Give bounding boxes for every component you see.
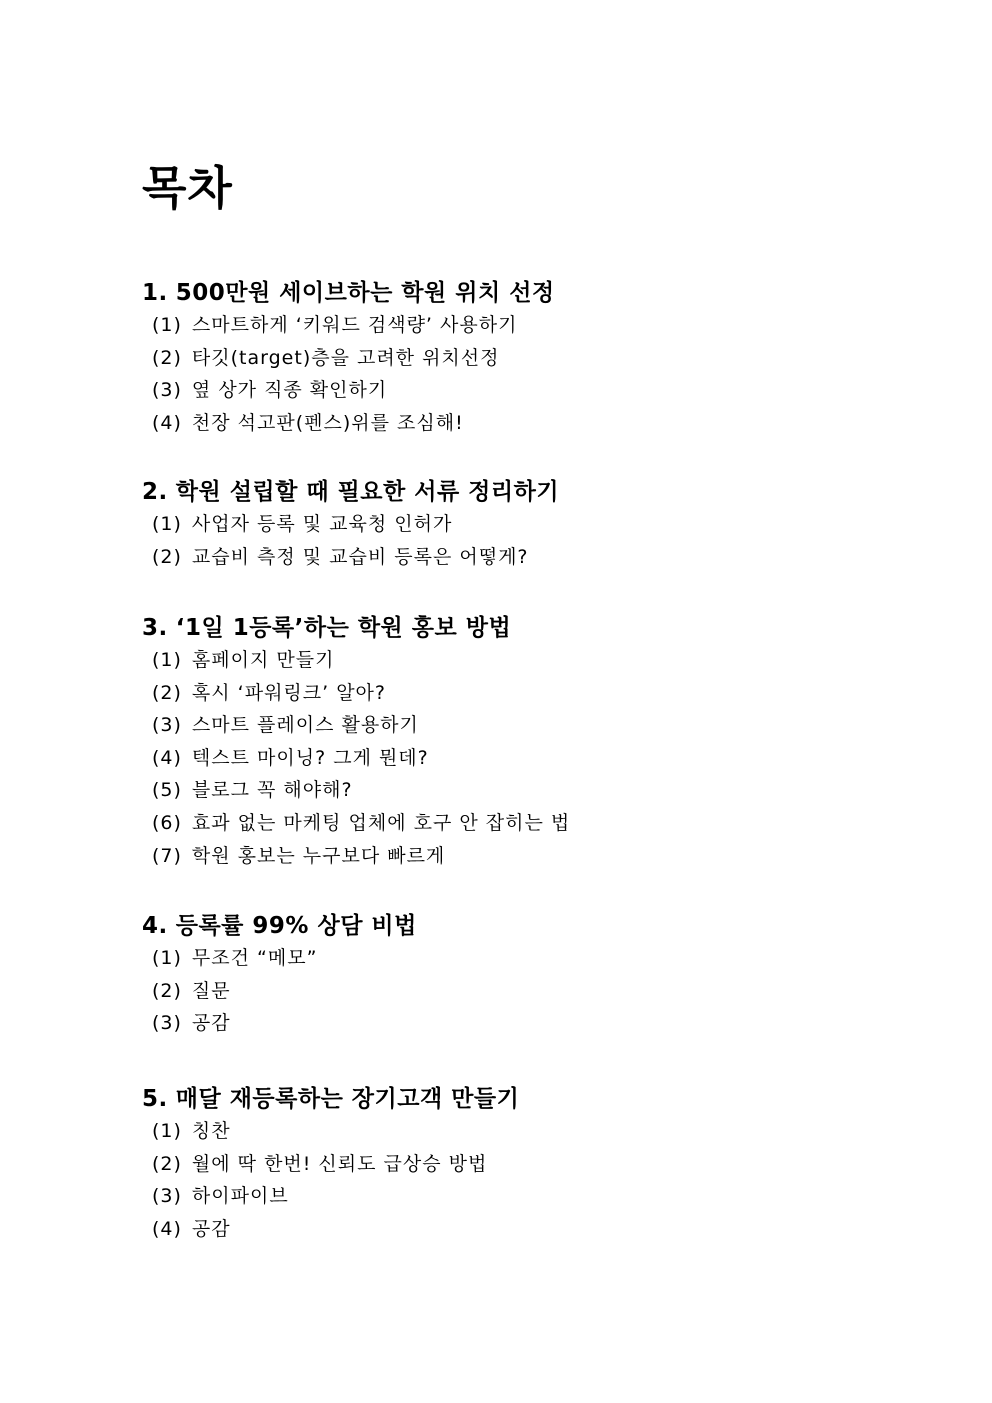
item-number: (2) xyxy=(152,681,182,704)
item-text: 혹시 ‘파워링크’ 알아? xyxy=(191,681,386,704)
section-item-list xyxy=(142,942,942,1040)
section-title: 학원 설립할 때 필요한 서류 정리하기 xyxy=(175,479,560,505)
item-text: 교습비 측정 및 교습비 등록은 어떻게? xyxy=(191,545,529,568)
item-text: 천장 석고판(펜스)위를 조심해! xyxy=(191,411,464,434)
toc-section-3 xyxy=(142,612,942,872)
item-number: (4) xyxy=(152,746,182,769)
item-text: 공감 xyxy=(191,1012,231,1035)
toc-section-4 xyxy=(142,910,942,1040)
item-text: 칭찬 xyxy=(191,1120,231,1142)
item-text: 텍스트 마이닝? 그게 뭔데? xyxy=(191,746,429,769)
toc-section-2 xyxy=(142,476,942,573)
item-number: (3) xyxy=(152,1012,182,1035)
toc-item xyxy=(152,975,942,1008)
section-heading xyxy=(142,612,942,644)
item-number: (4) xyxy=(152,411,182,434)
section-number: 3. xyxy=(142,615,168,641)
toc-item xyxy=(152,807,942,840)
item-number: (2) xyxy=(152,346,182,369)
item-number: (1) xyxy=(152,314,182,336)
toc-item xyxy=(152,1213,942,1246)
toc-item xyxy=(152,840,942,873)
section-title: ‘1일 1등록’하는 학원 홍보 방법 xyxy=(175,615,512,641)
item-text: 홈페이지 만들기 xyxy=(191,649,335,671)
toc-section-1 xyxy=(142,277,942,439)
item-text: 월에 딱 한번! 신뢰도 급상승 방법 xyxy=(191,1152,488,1175)
toc-item xyxy=(152,644,942,677)
section-item-list xyxy=(142,309,942,439)
toc-item xyxy=(152,1007,942,1040)
section-title: 등록률 99% 상담 비법 xyxy=(175,913,417,939)
toc-item xyxy=(152,742,942,775)
item-number: (3) xyxy=(152,714,182,737)
section-item-list xyxy=(142,508,942,573)
toc-item xyxy=(152,309,942,342)
item-number: (1) xyxy=(152,1120,182,1142)
section-number: 1. xyxy=(142,280,168,306)
section-title: 매달 재등록하는 장기고객 만들기 xyxy=(175,1086,520,1112)
toc-item xyxy=(152,709,942,742)
item-number: (3) xyxy=(152,1185,182,1208)
item-number: (2) xyxy=(152,1152,182,1175)
item-text: 질문 xyxy=(191,979,231,1002)
item-number: (1) xyxy=(152,513,182,535)
toc-item xyxy=(152,541,942,574)
item-text: 블로그 꼭 해야해? xyxy=(191,779,353,802)
item-text: 무조건 “메모” xyxy=(191,947,318,969)
item-text: 옆 상가 직종 확인하기 xyxy=(191,379,388,402)
section-heading xyxy=(142,1083,942,1115)
item-number: (1) xyxy=(152,947,182,969)
toc-item xyxy=(152,1148,942,1181)
section-number: 5. xyxy=(142,1086,168,1112)
item-text: 스마트 플레이스 활용하기 xyxy=(191,714,419,737)
item-text: 타깃(target)층을 고려한 위치선정 xyxy=(191,346,500,369)
item-number: (7) xyxy=(152,844,182,867)
toc-item xyxy=(152,1115,942,1148)
toc-item xyxy=(152,508,942,541)
toc-section-5 xyxy=(142,1083,942,1245)
item-text: 사업자 등록 및 교육청 인허가 xyxy=(191,513,453,535)
page-title: 목차 xyxy=(142,161,233,215)
item-number: (2) xyxy=(152,545,182,568)
item-number: (6) xyxy=(152,811,182,834)
item-number: (3) xyxy=(152,379,182,402)
item-text: 하이파이브 xyxy=(191,1185,289,1208)
toc-item xyxy=(152,342,942,375)
section-title: 500만원 세이브하는 학원 위치 선정 xyxy=(175,280,555,306)
section-heading xyxy=(142,910,942,942)
section-number: 4. xyxy=(142,913,168,939)
item-text: 학원 홍보는 누구보다 빠르게 xyxy=(191,844,446,867)
item-text: 효과 없는 마케팅 업체에 호구 안 잡히는 법 xyxy=(191,811,571,834)
section-heading xyxy=(142,476,942,508)
section-heading xyxy=(142,277,942,309)
section-number: 2. xyxy=(142,479,168,505)
item-text: 스마트하게 ‘키워드 검색량’ 사용하기 xyxy=(191,314,518,336)
item-text: 공감 xyxy=(191,1217,231,1240)
toc-item xyxy=(152,677,942,710)
toc-item xyxy=(152,407,942,440)
toc-item xyxy=(152,1180,942,1213)
item-number: (1) xyxy=(152,649,182,671)
section-item-list xyxy=(142,1115,942,1245)
toc-item xyxy=(152,374,942,407)
section-item-list xyxy=(142,644,942,872)
item-number: (5) xyxy=(152,779,182,802)
toc-item xyxy=(152,774,942,807)
item-number: (2) xyxy=(152,979,182,1002)
item-number: (4) xyxy=(152,1217,182,1240)
toc-item xyxy=(152,942,942,975)
